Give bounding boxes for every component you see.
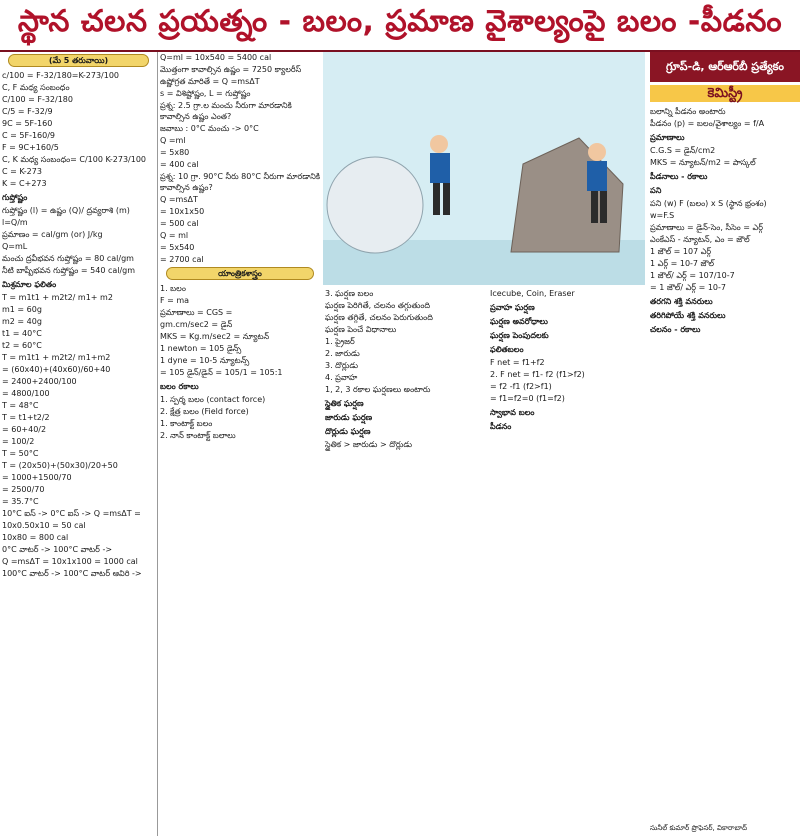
text-line: = 500 cal [160, 219, 199, 228]
text-line: T = 50°C [2, 449, 39, 458]
text-line: Q =msΔT [160, 195, 198, 204]
text-line: 0°C వాటర్ -> 100°C వాటర్ -> [2, 545, 113, 554]
text-line: = 1000+1500/70 [2, 473, 72, 482]
text-line: = 10x1x50 [160, 207, 205, 216]
column-2 [158, 52, 322, 836]
text-line: C = K-273 [2, 167, 42, 176]
text-line: Q =msΔT = 10x1x100 = 1000 cal [2, 557, 138, 566]
column-1 [0, 52, 158, 836]
text-line: T = 48°C [2, 401, 39, 410]
text-line: F = 9C+160/5 [2, 143, 59, 152]
text-line: Q =ml [160, 136, 186, 145]
text-line: 1 జౌల్ = 107 ఎర్గ్ [650, 247, 712, 256]
section-heading: తరగని శక్తి వనరులు [650, 297, 713, 306]
credit: సునీల్ కుమార్ ప్రొఫెసర్, వికారాబాద్ [650, 824, 748, 832]
text-line: 1 ఎర్గ్ = 10-7 జౌల్ [650, 259, 715, 268]
text-line: C = 5F-160/9 [2, 131, 56, 140]
text-line: 1 dyne = 10-5 న్యూటన్స్ [160, 356, 250, 365]
text-line: C, F మధ్య సంబంధం [2, 83, 70, 92]
header [0, 0, 800, 52]
section-heading: ఘర్షణ పెంపుదలకు [490, 331, 549, 340]
text-line: Q = ml [160, 231, 189, 240]
text-line: 1 newton = 105 డైన్స్ [160, 344, 242, 353]
text-line: F = ma [160, 296, 190, 305]
text-line: = 1 జౌల్/ ఎర్గ్ = 10-7 [650, 283, 726, 292]
text-line: l=Q/m [2, 218, 28, 227]
section-heading: ఘర్షణ అవరోధాలు [490, 317, 548, 326]
text-line: మొత్తంగా కావాల్సిన ఉష్ణం = 7250 క్యాలరీస్ [160, 65, 302, 74]
text-line: ఘర్షణ పెంచే విధానాలు [325, 325, 397, 334]
section-heading: గుప్తోష్ణం [2, 193, 28, 202]
text-line: 4. ప్రవాహ [325, 373, 358, 382]
text-line: 2. F net = f1- f2 (f1>f2) [490, 370, 585, 379]
content-columns [0, 52, 800, 836]
text-line: C/5 = F-32/9 [2, 107, 53, 116]
text-line: 9C = 5F-160 [2, 119, 53, 128]
illustration-svg [323, 52, 645, 285]
text-line: Icecube, Coin, Eraser [490, 289, 575, 298]
column-3 [323, 288, 487, 836]
text-line: T = m1t1 + m2t2/ m1+ m2 [2, 293, 113, 302]
text-line: 100°C వాటర్ -> 100°C వాటర్ ఆవిరి -> [2, 569, 142, 578]
text-line: = 2500/70 [2, 485, 45, 494]
text-line: = (60x40)+(40x60)/60+40 [2, 365, 111, 374]
text-line: ఘర్షణ తగ్గితే, చలనం పెరుగుతుంది [325, 313, 433, 322]
text-line: ప్రమాణాలు = CGS = [160, 308, 233, 317]
text-line: m1 = 60g [2, 305, 42, 314]
text-line: ప్రశ్న: 2.5 గ్రా.ల మంచు నీరుగా మారడానికి కావాల్సిన ఉష్ణం ఎంత? [160, 101, 292, 121]
text-line: = 105 డైన్/డైన్ = 105/1 = 105:1 [160, 368, 283, 377]
text-line: 10x80 = 800 cal [2, 533, 69, 542]
text-line: c/100 = F-32/180=K-273/100 [2, 71, 120, 80]
group-box: గ్రూప్-డి, ఆర్ఆర్‌బీ ప్రత్యేకం [650, 52, 800, 82]
text-line: 3. దొర్లుడు [325, 361, 359, 370]
section-heading: పీడనాలు - రకాలు [650, 172, 708, 181]
text-line: ఘర్షణ పెరిగితే, చలనం తగ్గుతుంది [325, 301, 431, 310]
text-line: = 5x540 [160, 243, 195, 252]
section-heading: స్థైతిక ఘర్షణ [325, 399, 364, 408]
text-line: 2. క్షేత్ర బలం (Field force) [160, 407, 249, 416]
text-line: Q=ml = 10x540 = 5400 cal [160, 53, 272, 62]
section-heading: పని [650, 186, 662, 195]
text-line: 1. కాంటాక్ట్ బలం [160, 419, 213, 428]
text-line: = f2 -f1 (f2>f1) [490, 382, 552, 391]
section-heading: దొర్లుడు ఘర్షణ [325, 427, 371, 436]
text-line: 2. జారుడు [325, 349, 360, 358]
text-line: ప్రశ్న: 10 గ్రా. 90°C నీరు 80°C నీరుగా మారడానికి కావాల్సిన ఉష్ణం? [160, 172, 320, 192]
section-heading: జారుడు ఘర్షణ [325, 413, 373, 422]
text-line: K = C+273 [2, 179, 47, 188]
text-line: = 60+40/2 [2, 425, 47, 434]
text-line: C, K మధ్య సంబంధం= C/100 K-273/100 [2, 155, 147, 164]
text-line: 10°C ఐస్ -> 0°C ఐస్ -> Q =msΔT = [2, 509, 141, 518]
section-heading: మిశ్రమాల ఫలితం [2, 280, 57, 289]
text-line: = 400 cal [160, 160, 199, 169]
text-line: T = m1t1 + m2t2/ m1+m2 [2, 353, 111, 362]
text-line: 1. స్పర్శ బలం (contact force) [160, 395, 266, 404]
section-heading: ప్రవాహ ఘర్షణ [490, 303, 535, 312]
text-line: T = (20x50)+(50x30)/20+50 [2, 461, 118, 470]
text-line: = 2400+2400/100 [2, 377, 77, 386]
text-line: = 100/2 [2, 437, 35, 446]
text-line: Q=mL [2, 242, 28, 251]
text-line: = 5x80 [160, 148, 190, 157]
text-line: T = t1+t2/2 [2, 413, 50, 422]
section-heading: తరిగిపోయే శక్తి వనరులు [650, 311, 726, 320]
text-line: s = విశిష్టోష్ణం, L = గుప్తోష్ణం [160, 89, 251, 98]
text-line: C.G.S = డైన్/cm2 [650, 146, 716, 155]
section-heading: ఫలితబలం [490, 345, 524, 354]
text-line: ఎంకేఎస్ - న్యూటన్, ఎం = జౌల్ [650, 235, 750, 244]
section-heading: చలనం - రకాలు [650, 325, 701, 334]
text-line: పీడనం (p) = బలం/వైశాల్యం = f/A [650, 119, 765, 128]
text-line: = 35.7°C [2, 497, 39, 506]
text-line: 1. బలం [160, 284, 186, 293]
text-line: = 2700 cal [160, 255, 204, 264]
text-line: పని (w) F (బలం) x S (స్థాన భ్రంశం) [650, 199, 767, 208]
text-line: మంచు ద్రవీభవన గుప్తోష్ణం = 80 cal/gm [2, 254, 134, 263]
text-line: 1, 2, 3 రకాల ఘర్షణలు అంటారు [325, 385, 431, 394]
text-line: MKS = Kg.m/sec2 = న్యూటన్ [160, 332, 270, 341]
section-heading: పీడనం [490, 422, 512, 431]
text-line: gm.cm/sec2 = డైన్ [160, 320, 233, 329]
text-line: బలాన్ని పీడనం అంటారు [650, 107, 726, 116]
text-line: ప్రమాణాలు = డైన్-సెం, సీసెం = ఎర్గ్ [650, 223, 763, 232]
text-line: 1 జౌల్/ ఎర్గ్ = 107/10-7 [650, 271, 735, 280]
text-line: 1. ప్రైజర్ [325, 337, 355, 346]
text-line: = f1=f2=0 (f1=f2) [490, 394, 565, 403]
text-line: m2 = 40g [2, 317, 42, 326]
text-line: ప్రమాణం = cal/gm (or) J/kg [2, 230, 103, 239]
text-line: 3. ఘర్షణ బలం [325, 289, 374, 298]
illustration [323, 52, 645, 285]
text-line: 10x0.50x10 = 50 cal [2, 521, 86, 530]
text-line: నీటి బాష్పీభవన గుప్తోష్ణం = 540 cal/gm [2, 266, 136, 275]
text-line: 2. నాన్ కాంటాక్ట్ బలాలు [160, 431, 236, 440]
section-heading: బలం రకాలు [160, 382, 199, 391]
section-heading: ప్రమాణాలు [650, 133, 685, 142]
text-line: F net = f1+f2 [490, 358, 545, 367]
section-pill: యాంత్రికశాస్త్రం [166, 267, 314, 280]
text-line: గుప్తోష్ణం (l) = ఉష్ణం (Q)/ ద్రవ్యరాశి (m) [2, 206, 130, 215]
text-line: C/100 = F-32/180 [2, 95, 73, 104]
page-title: స్థాన చలన ప్రయత్నం - బలం, ప్రమాణ వైశాల్యంపై బలం -పీడనం [17, 4, 783, 39]
column-4 [488, 288, 649, 836]
section-pill: (మే 5 తరువాయి) [8, 54, 149, 67]
text-line: t2 = 60°C [2, 341, 42, 350]
column-5-body [650, 106, 800, 335]
text-line: = 4800/100 [2, 389, 50, 398]
text-line: MKS = న్యూటన్/m2 = పాస్కల్ [650, 158, 756, 167]
column-5 [648, 52, 800, 836]
text-line: t1 = 40°C [2, 329, 42, 338]
text-line: జవాబు : 0°C మంచు -> 0°C [160, 124, 259, 133]
section-heading: స్వాభావ బలం [490, 408, 535, 417]
text-line: ఉష్ణోగ్రత మారితే = Q =msΔT [160, 77, 260, 86]
text-line: w=F.S [650, 211, 675, 220]
subject-title: కెమిస్ట్రీ [650, 85, 800, 102]
text-line: స్థైతిక > జారుడు > దొర్లుడు [325, 440, 413, 449]
